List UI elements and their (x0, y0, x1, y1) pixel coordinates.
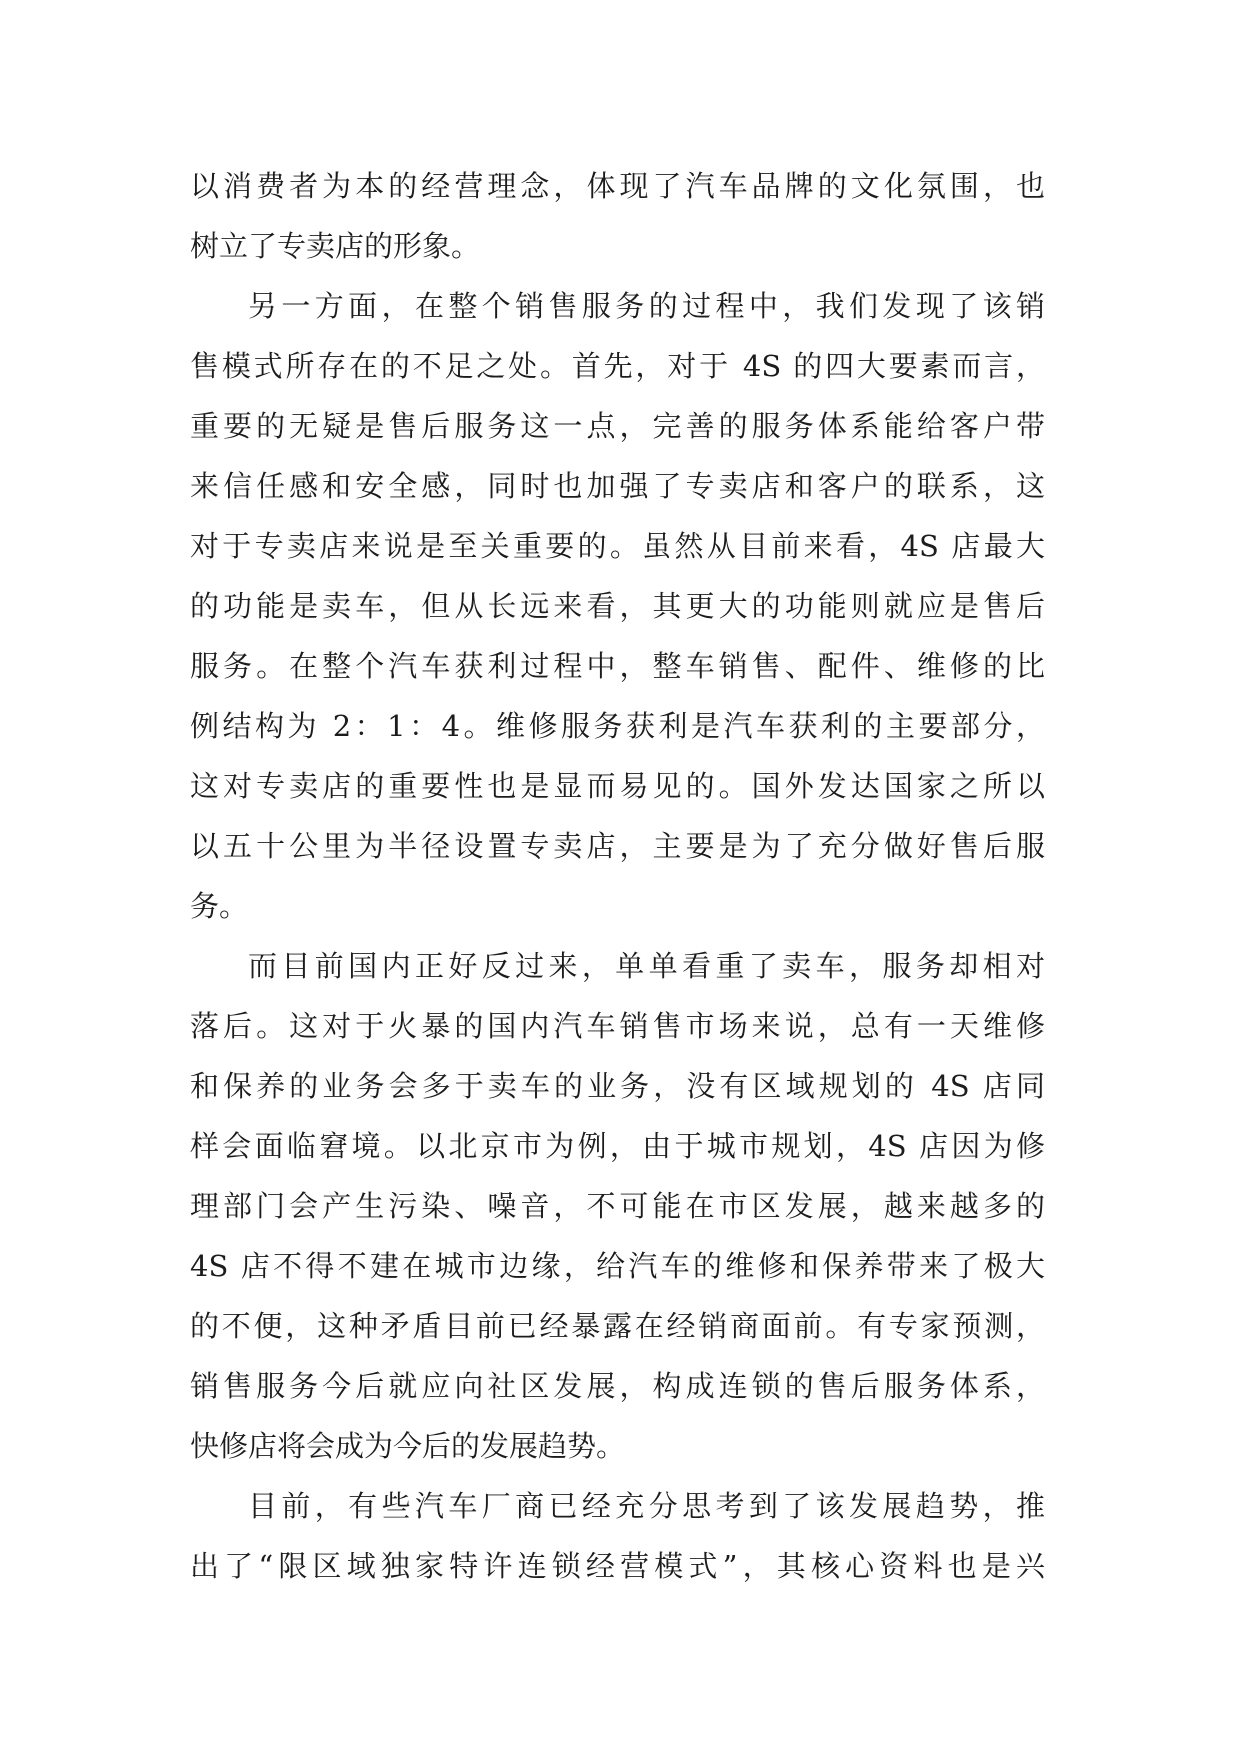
text-line: 例结构为 2：1：4。维修服务获利是汽车获利的主要部分， (190, 709, 1045, 743)
text-line: 销售服务今后就应向社区发展，构成连锁的售后服务体系， (190, 1369, 1045, 1403)
text-line: 4S 店不得不建在城市边缘，给汽车的维修和保养带来了极大 (190, 1249, 1045, 1283)
document-body (190, 156, 1045, 1596)
text-line: 快修店将会成为今后的发展趋势。 (190, 1429, 626, 1463)
text-line: 而目前国内正好反过来，单单看重了卖车，服务却相对 (248, 949, 1045, 983)
text-line: 另一方面，在整个销售服务的过程中，我们发现了该销 (248, 289, 1045, 323)
text-line: 以五十公里为半径设置专卖店，主要是为了充分做好售后服 (190, 829, 1045, 863)
text-line: 这对专卖店的重要性也是显而易见的。国外发达国家之所以 (190, 769, 1045, 803)
text-line: 服务。在整个汽车获利过程中，整车销售、配件、维修的比 (190, 649, 1045, 683)
text-line: 务。 (190, 889, 249, 923)
paragraph (190, 936, 1045, 1476)
text-line: 来信任感和安全感，同时也加强了专卖店和客户的联系，这 (190, 469, 1045, 503)
text-line: 理部门会产生污染、噪音，不可能在市区发展，越来越多的 (190, 1189, 1045, 1223)
paragraph (190, 156, 1045, 276)
text-line: 售模式所存在的不足之处。首先，对于 4S 的四大要素而言， (190, 349, 1045, 383)
text-line: 样会面临窘境。以北京市为例，由于城市规划，4S 店因为修 (190, 1129, 1045, 1163)
paragraph (190, 276, 1045, 936)
text-line: 出了“限区域独家特许连锁经营模式”，其核心资料也是兴 (190, 1549, 1045, 1583)
text-line: 对于专卖店来说是至关重要的。虽然从目前来看，4S 店最大 (190, 529, 1045, 563)
text-line: 的不便，这种矛盾目前已经暴露在经销商面前。有专家预测， (190, 1309, 1045, 1343)
text-line: 目前，有些汽车厂商已经充分思考到了该发展趋势，推 (248, 1489, 1045, 1523)
paragraph (190, 1476, 1045, 1596)
text-line: 和保养的业务会多于卖车的业务，没有区域规划的 4S 店同 (190, 1069, 1045, 1103)
text-line: 的功能是卖车，但从长远来看，其更大的功能则就应是售后 (190, 589, 1045, 623)
text-line: 以消费者为本的经营理念，体现了汽车品牌的文化氛围，也 (190, 169, 1045, 203)
text-line: 重要的无疑是售后服务这一点，完善的服务体系能给客户带 (190, 409, 1045, 443)
text-line: 树立了专卖店的形象。 (190, 229, 481, 263)
text-line: 落后。这对于火暴的国内汽车销售市场来说，总有一天维修 (190, 1009, 1045, 1043)
